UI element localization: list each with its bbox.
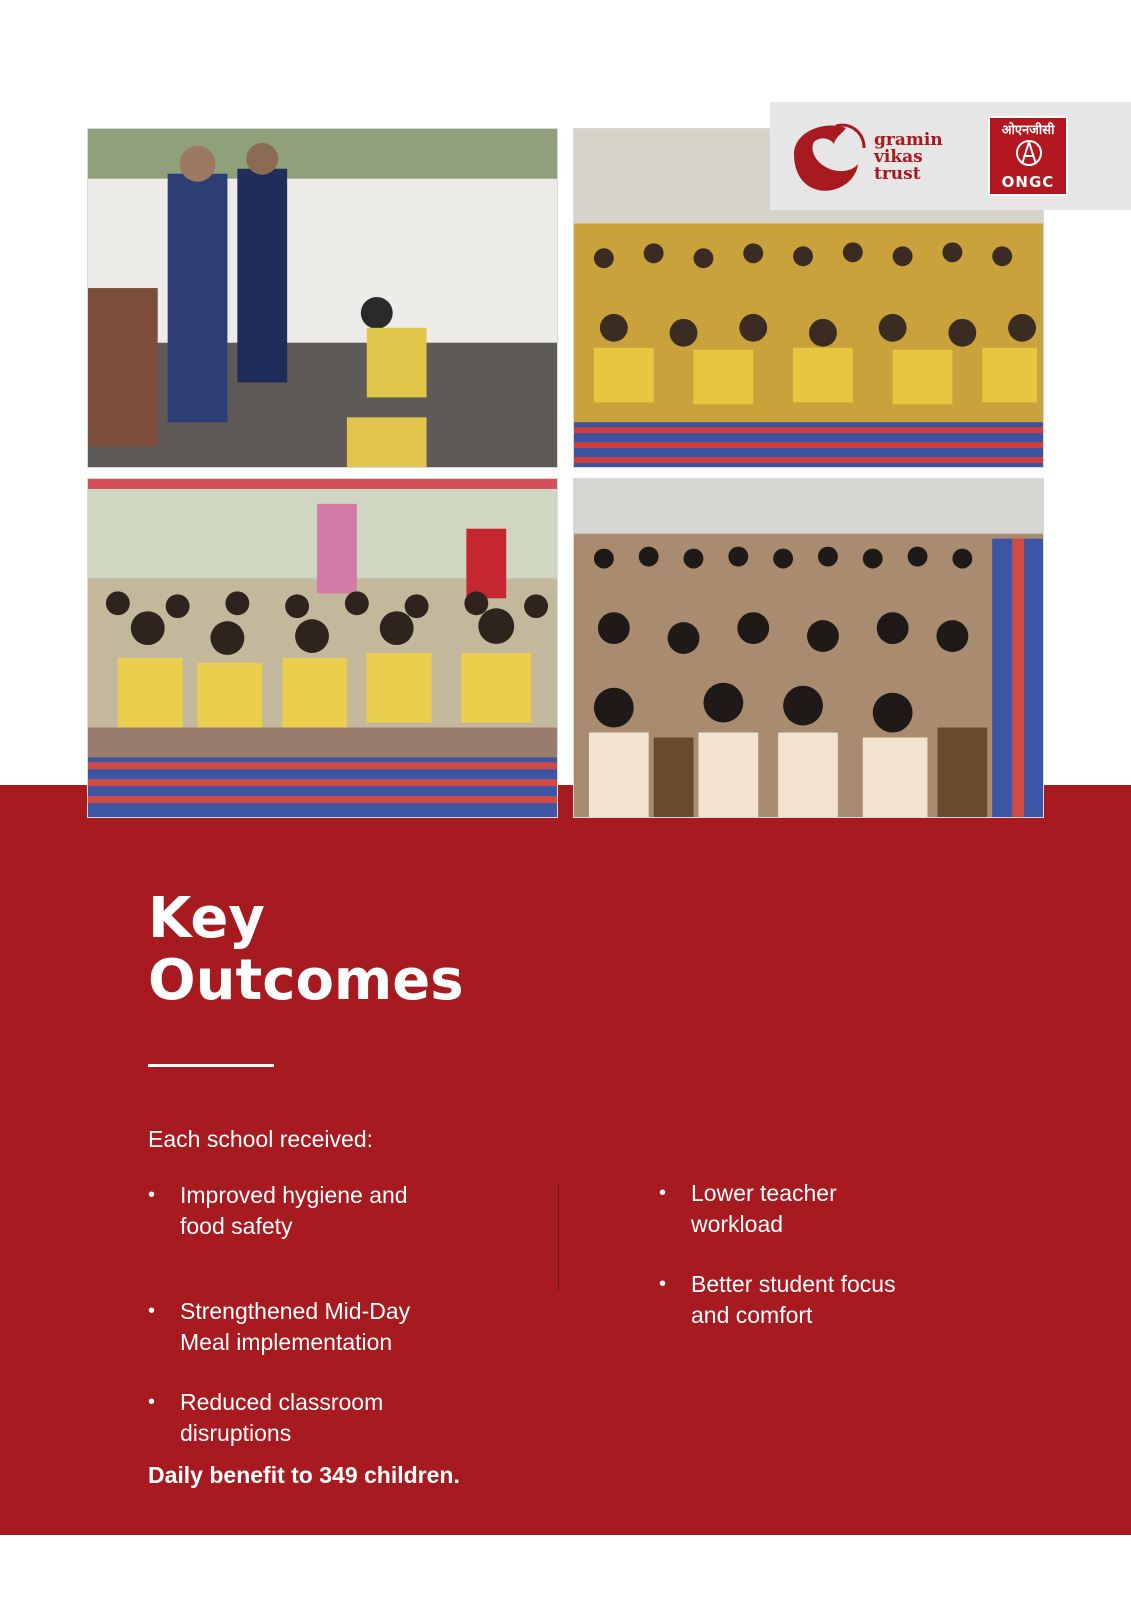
photo-boys-in-uniform [87,478,558,818]
gramin-vikas-trust-logo-icon [784,114,868,198]
photo-officials-visiting-children [87,128,558,468]
list-item-line: Lower teacher [691,1180,837,1206]
column-divider [558,1184,559,1290]
closing-statement: Daily benefit to 349 children. [148,1462,460,1488]
photo-girls-in-uniform [573,478,1044,818]
bullet-icon: • [148,1391,156,1413]
gramin-vikas-trust-wordmark [874,132,943,183]
photo-officials-visiting-children-icon [88,129,557,467]
title-underline [148,1064,274,1067]
list-item-line: Reduced classroom [180,1389,384,1415]
list-item-line: workload [691,1211,784,1237]
ongc-hindi-name: ओएनजीसी [1001,123,1055,138]
page-title-line-2: Outcomes [148,948,464,1013]
list-item-line: and comfort [691,1302,813,1328]
ongc-logo [988,116,1068,196]
page-title [148,888,464,1012]
list-item-line: food safety [180,1213,293,1239]
bullet-icon: • [148,1184,156,1206]
logo-line-3: trust [874,164,921,184]
list-item-line: Meal implementation [180,1329,393,1355]
intro-text: Each school received: [148,1126,374,1152]
photo-boys-in-uniform-icon [88,479,557,817]
page-title-line-1: Key [148,886,265,951]
list-item-line: Strengthened Mid-Day [180,1298,411,1324]
logo-line-2: vikas [874,147,923,167]
list-item-line: Better student focus [691,1271,896,1297]
list-item-line: Improved hygiene and [180,1182,408,1208]
logo-line-1: gramin [874,130,943,150]
photo-girls-in-uniform-icon [574,479,1043,817]
logo-bar [770,102,1131,210]
ongc-name: ONGC [1001,173,1055,191]
ongc-emblem-icon [1014,138,1044,168]
bullet-icon: • [659,1273,667,1295]
bullet-icon: • [659,1182,667,1204]
list-item-line: disruptions [180,1420,292,1446]
bullet-icon: • [148,1300,156,1322]
